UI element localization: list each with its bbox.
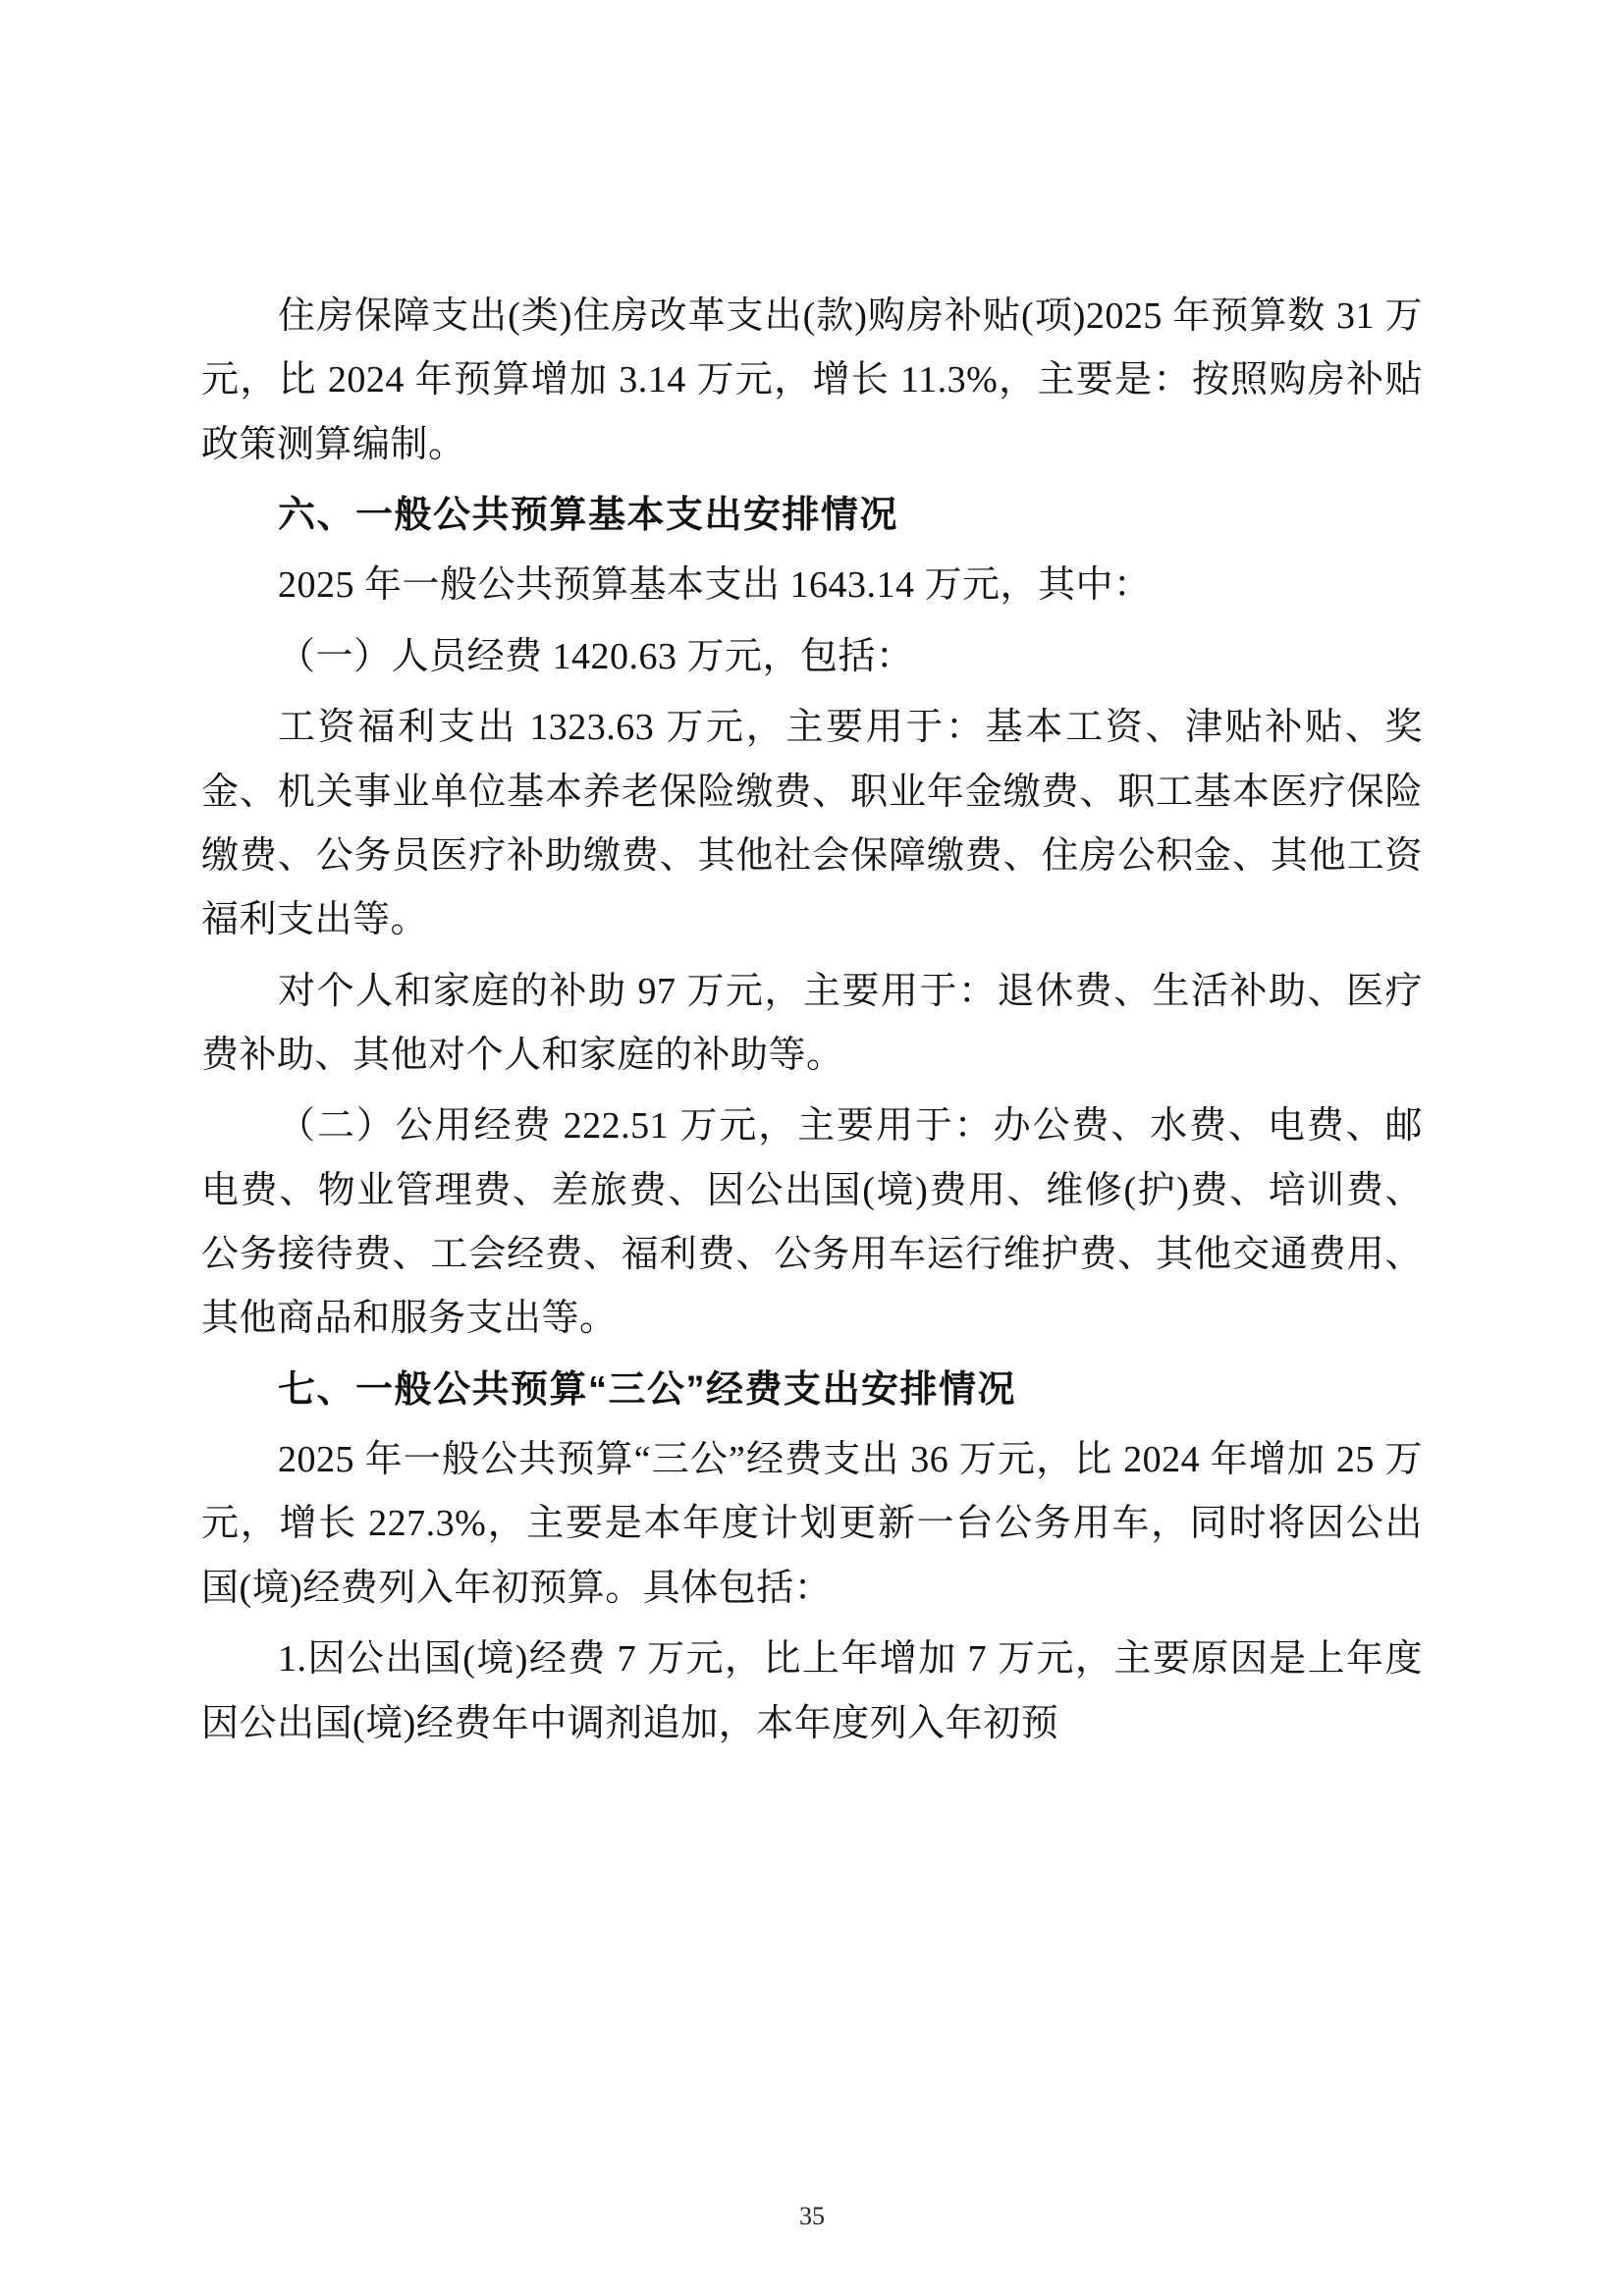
paragraph-individual-family-subsidy: 对个人和家庭的补助 97 万元，主要用于：退休费、生活补助、医疗费补助、其他对个人和家庭的补助等。 bbox=[201, 970, 1423, 1076]
paragraph-public-funds: （二）公用经费 222.51 万元，主要用于：办公费、水费、电费、邮电费、物业管理费、差旅费、因公出国(境)费用、维修(护)费、培训费、公务接待费、工会经费、福利费、公务用车运行维护费、其他交通费用、其他商品和服务支出等。 bbox=[201, 1105, 1423, 1340]
section-heading-seven: 七、一般公共预算“三公”经费支出安排情况 bbox=[278, 1368, 1017, 1411]
page-number: 35 bbox=[799, 2202, 825, 2230]
paragraph-three-public-expenses: 2025 年一般公共预算“三公”经费支出 36 万元，比 2024 年增加 25 万元，增长 227.3%，主要是本年度计划更新一台公务用车，同时将因公出国(境)经费列入年初预算。具体包括： bbox=[201, 1439, 1423, 1609]
section-heading-six: 六、一般公共预算基本支出安排情况 bbox=[278, 495, 899, 537]
paragraph-housing-subsidy: 住房保障支出(类)住房改革支出(款)购房补贴(项)2025 年预算数 31 万元，比 2024 年预算增加 3.14 万元，增长 11.3%，主要是：按照购房补贴政策测算编制。 bbox=[201, 295, 1423, 465]
paragraph-overseas-travel-expenses: 1.因公出国(境)经费 7 万元，比上年增加 7 万元，主要原因是上年度因公出国(境)经费年中调剂追加，本年度列入年初预 bbox=[201, 1638, 1423, 1744]
paragraph-basic-expenditure-total: 2025 年一般公共预算基本支出 1643.14 万元，其中： bbox=[278, 564, 1152, 607]
document-body bbox=[201, 285, 1423, 1756]
paragraph-salary-welfare: 工资福利支出 1323.63 万元，主要用于：基本工资、津贴补贴、奖金、机关事业单位基本养老保险缴费、职业年金缴费、职工基本医疗保险缴费、公务员医疗补助缴费、其他社会保障缴费、住房公积金、其他工资福利支出等。 bbox=[201, 707, 1423, 941]
paragraph-personnel-funds: （一）人员经费 1420.63 万元，包括： bbox=[278, 635, 914, 677]
